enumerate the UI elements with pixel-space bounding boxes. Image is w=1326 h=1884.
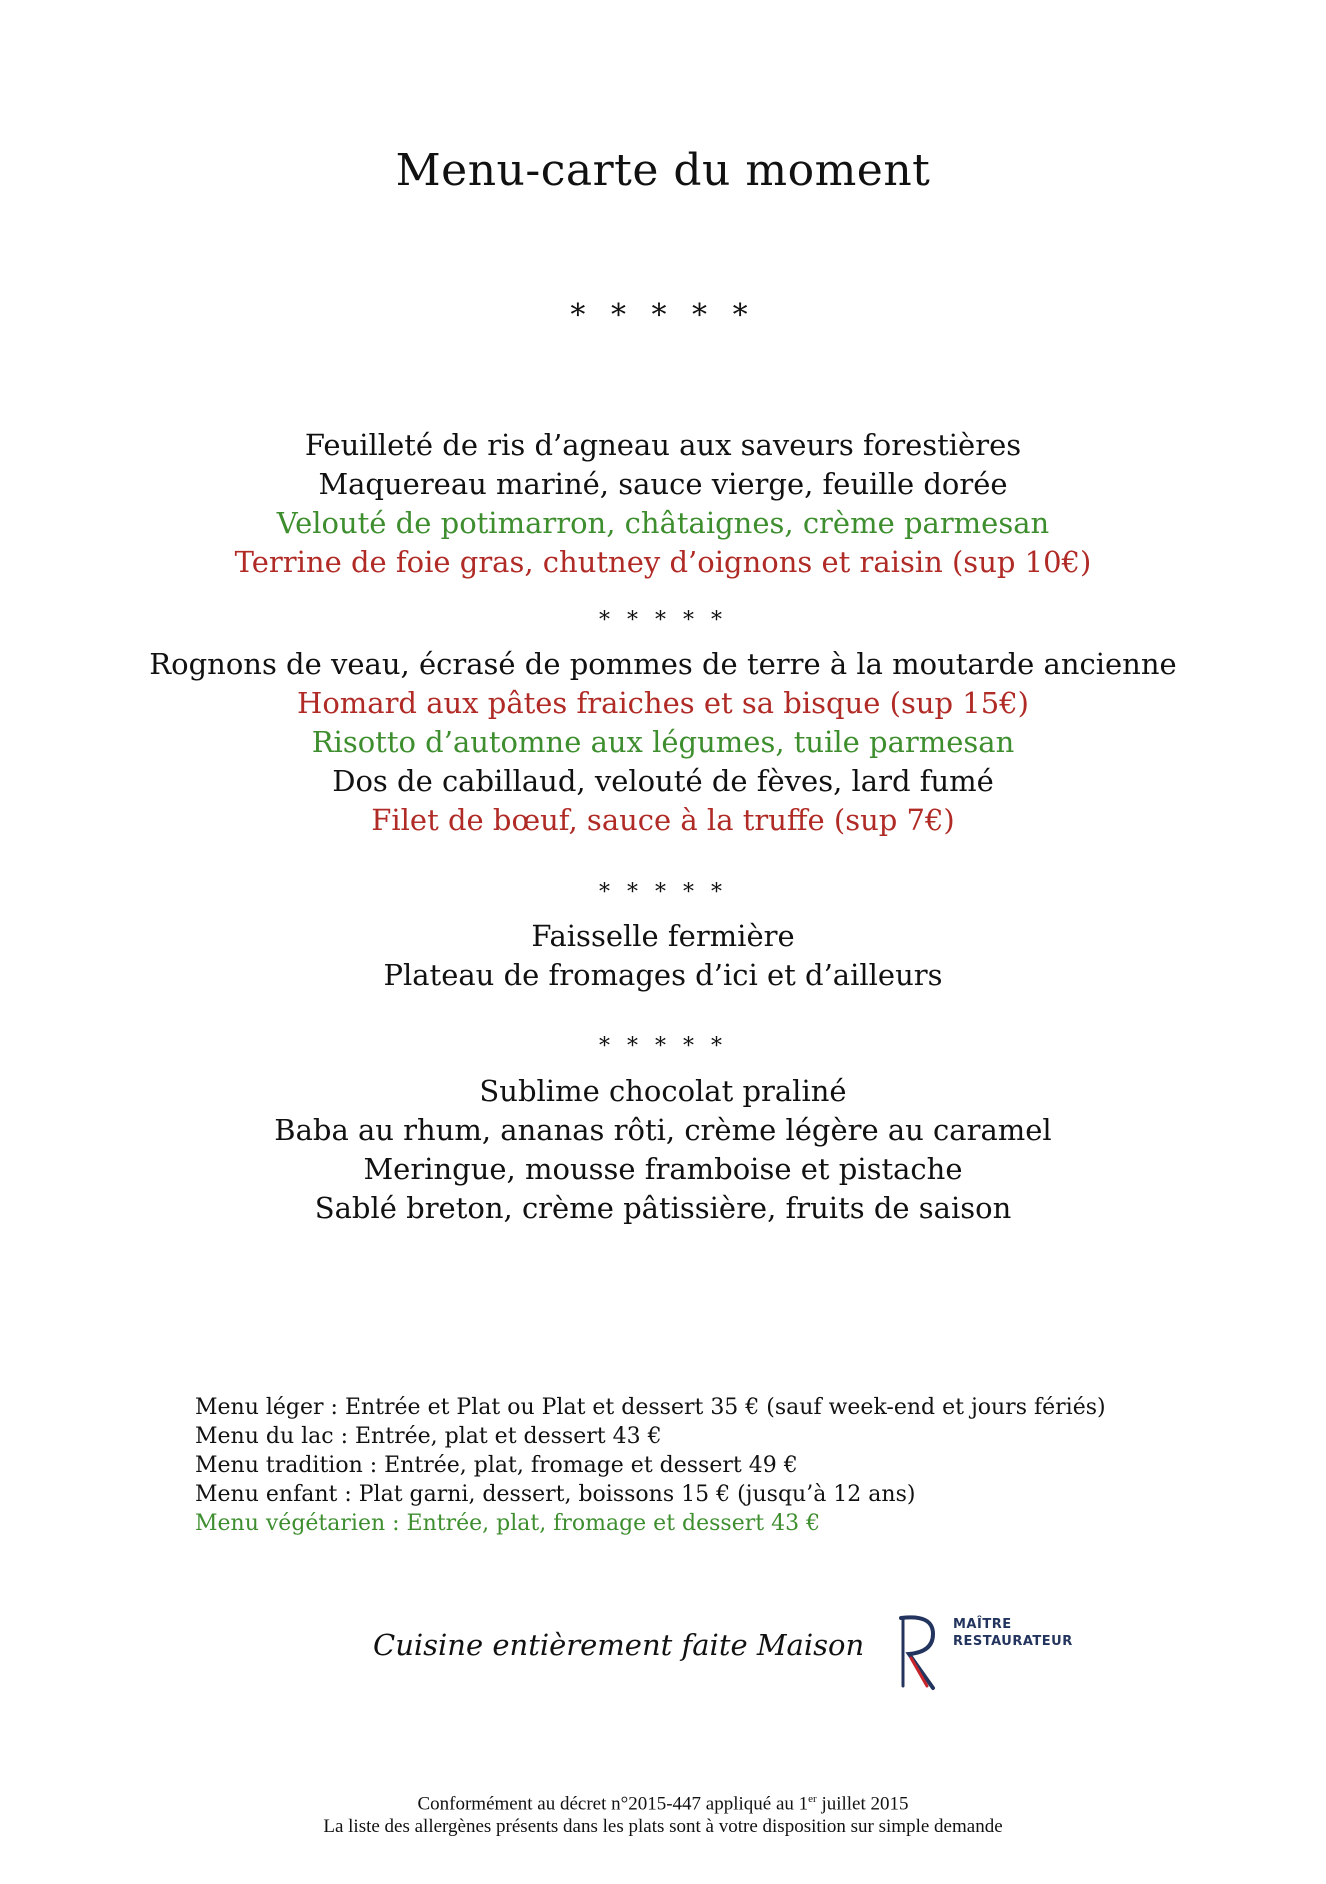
fromage-item: Plateau de fromages d’ici et d’ailleurs [383, 958, 943, 992]
maitre-restaurateur-logo [893, 1612, 1083, 1692]
formula-item: Menu tradition : Entrée, plat, fromage et dessert 49 € [195, 1453, 798, 1478]
logo-line-1: MAÎTRE [953, 1617, 1012, 1632]
course-separator: * * * * * [599, 608, 727, 633]
entrees-section [0, 426, 1326, 582]
legal-line-1-sup: er [808, 1793, 817, 1805]
legal-line-1 [0, 1788, 1326, 1815]
logo-text [953, 1616, 1073, 1650]
house-note: Cuisine entièrement faite Maison [373, 1628, 865, 1662]
plat-item: Risotto d’automne aux légumes, tuile parmesan [311, 725, 1015, 759]
separator-3 [0, 1032, 1326, 1062]
entree-item: Terrine de foie gras, chutney d’oignons et raisin (sup 10€) [234, 545, 1092, 579]
dessert-item: Meringue, mousse framboise et pistache [363, 1152, 963, 1186]
separator-2 [0, 878, 1326, 908]
plat-item: Rognons de veau, écrasé de pommes de terre à la moutarde ancienne [149, 647, 1177, 681]
formula-item: Menu du lac : Entrée, plat et dessert 43 € [195, 1424, 662, 1449]
fromages-section [0, 917, 1326, 995]
legal-line-1-suffix: juillet 2015 [816, 1793, 909, 1815]
desserts-section [0, 1072, 1326, 1228]
dessert-item: Sablé breton, crème pâtissière, fruits de saison [314, 1191, 1012, 1225]
logo-line-2: RESTAURATEUR [953, 1634, 1073, 1649]
formulas-list [195, 1393, 1106, 1538]
entree-item: Velouté de potimarron, châtaignes, crème parmesan [276, 506, 1050, 540]
r-logo-icon [893, 1612, 943, 1692]
dessert-item: Sublime chocolat praliné [479, 1074, 847, 1108]
plat-item: Homard aux pâtes fraiches et sa bisque (sup 15€) [297, 686, 1029, 720]
legal-notice [0, 1788, 1326, 1838]
formula-item: Menu végétarien : Entrée, plat, fromage et dessert 43 € [195, 1511, 821, 1536]
entree-item: Feuilleté de ris d’agneau aux saveurs forestières [304, 428, 1022, 462]
plat-item: Filet de bœuf, sauce à la truffe (sup 7€) [371, 803, 955, 837]
course-separator: * * * * * [599, 880, 727, 905]
legal-line-1-prefix: Conformément au décret n°2015-447 appliqué au 1 [417, 1793, 809, 1815]
top-separator: * * * * * [570, 298, 756, 333]
formula-item: Menu enfant : Plat garni, dessert, boissons 15 € (jusqu’à 12 ans) [195, 1482, 916, 1507]
course-separator: * * * * * [599, 1034, 727, 1059]
plats-section [0, 645, 1326, 840]
legal-line-2: La liste des allergènes présents dans les plats sont à votre disposition sur simple demande [323, 1816, 1003, 1838]
plat-item: Dos de cabillaud, velouté de fèves, lard fumé [332, 764, 994, 798]
fromage-item: Faisselle fermière [531, 919, 795, 953]
dessert-item: Baba au rhum, ananas rôti, crème légère au caramel [274, 1113, 1052, 1147]
entree-item: Maquereau mariné, sauce vierge, feuille dorée [318, 467, 1008, 501]
formula-item: Menu léger : Entrée et Plat ou Plat et dessert 35 € (sauf week-end et jours fériés) [195, 1395, 1106, 1420]
separator-1 [0, 606, 1326, 636]
menu-title: Menu-carte du moment [395, 145, 931, 196]
